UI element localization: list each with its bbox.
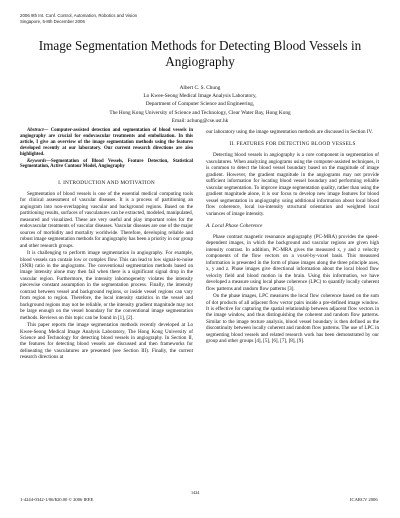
page-number: 1424 [191, 490, 200, 495]
author-university: The Hong Kong University of Science and Technology, Clear Water Bay, Hong Kong [109, 109, 291, 116]
keywords-text: —Segmentation of Blood Vessels, Feature Detection, Statistical Segmentation, Active Contour Model, Angiography [20, 158, 193, 170]
section-1 [20, 180, 193, 361]
author-block [40, 84, 360, 125]
right-paragraph-continued: our laboratory using the image segmentation methods are discussed in Section IV. [206, 129, 373, 135]
section-1-paragraph-1: Segmentation of blood vessels is one of the essential medical computing tools for clinical assessment of vascular diseases. It is a process of partitioning an angiogram into non-overlapping vascular and background regions. Based on the partitioning results, surfaces of vasculatures can be extracted, modeled, manipulated, measured and visualized. These are very useful and play important roles for the endovascular treatments of vascular diseases. Vascular diseases are one of the major sources of morbidity and mortality worldwide. Therefore, developing reliable and robust image segmentation methods for angiography has been a priority in our group and other research groups. [20, 191, 193, 249]
subsection-a-paragraph-1: Phase contrast magnetic resonance angiography (PC-MRA) provides the speed-dependent images, in which the background and vascular regions are given high intensity contrast. In addition, PC-MRA gives the measured x, y and z velocity components of the flow vectors on a voxel-by-voxel basis. This measured information is presented in the form of phase images along the three principle axes, x, y and z. Phase images give directional information about the local blood flow velocity field and blood motion in the brain. Using this information, we have developed a measure using local phase coherence (LPC) to quantify locally coherent flow patterns and random flow patterns [3]. [206, 233, 379, 292]
paper-title: Image Segmentation Methods for Detecting Blood Vessels in Angiography [38, 38, 362, 69]
keywords-label: Keywords [27, 158, 47, 164]
subsection-a-paragraph-2: On the phase images, LPC measures the local flow coherence based on the sum of dot products of all adjacent flow vector pairs inside a pre-defined image window. It is effective for capturing the spatial relationship between adjacent flow vectors in the image window, and thus distinguishing the coherent and random flow patterns. Similar to the image texture analysis, blood vessel boundary is then defined as the discontinuity between locally coherent and random flow patterns. The use of LPC in segmenting blood vessels and related research work has been demonstrated by our group and other groups [4], [5], [6], [7], [8], [9]. [206, 293, 379, 345]
section-1-heading: I. INTRODUCTION AND MOTIVATION [58, 180, 155, 186]
subsection-a-heading: A. Local Phase Coherence [206, 222, 263, 229]
author-email: Email: achung@cse.ust.hk [171, 117, 229, 124]
section-1-paragraph-3: This paper reports the image segmentation methods recently developed at Lo Kwee-Seong Medical Image Analysis Laboratory, The Hong Kong University of Science and Technology for detecting blood vessels in angiography. In Section II, the features for detecting blood vessels are discussed and then frameworks for delineating the vasculatures are presented (see Section III). Finally, the current research directions at [20, 322, 193, 361]
right-column [206, 129, 379, 345]
author-department: Department of Computer Science and Engineering, [145, 101, 255, 108]
section-2-paragraph-1: Detecting blood vessels in angiography is a core component in segmentation of vasculatures. When analyzing angiograms using the computer-assisted techniques, it is common to detect the blood vessel boundary based on the magnitude of image gradient. However, the gradient magnitude in the angiograms may not provide sufficient information for locating blood vessel boundary and performing reliable vascular segmentation. To improve image segmentation quality, rather than using the gradient magnitude alone, it is our focus to develop new image features for blood vessel segmentation in angiography using additional information about local blood flow coherence, local iso-intensity structural orientation and weighted local variances of image intensity. [206, 152, 379, 217]
venue-header [20, 13, 137, 25]
footer-copyright: 1-4244-0342-1/06/$20.00 © 2006 IEEE [20, 497, 94, 502]
author-lab: Lo Kwee-Seong Medical Image Analysis Laboratory, [143, 93, 257, 100]
abstract-label: Abstract [27, 128, 44, 133]
author-name: Albert C. S. Chung [179, 85, 221, 91]
footer-conference: ICARCV 2006 [350, 497, 378, 502]
section-1-paragraph-2: It is challenging to perform image segmentation in angiography. For example, blood vessels can contain low or complex flow. This can lead to low signal-to-noise (SNR) ratio in the angiograms. The conventional segmentation methods based on image intensity alone may then fail when there is a significant signal drop in the vascular region. Furthermore, the intensity inhomogeneity violates the intensity piecewise constant assumption in the segmentation process. Finally, the intensity contrast between vessel and background regions, or inside vessel regions can vary from region to region. Therefore, the local intensity statistics in the vessel and background regions may not be reliable, or the intensity gradient magnitude may not be large enough on the vessel boundary for the conventional image segmentation methods. Reviews on this topic can be found in [1], [2]. [20, 250, 193, 321]
abstract-text: — Computer-assisted detection and segmentation of blood vessels in angiography are crucial for endovascular treatments and embolization. In this article, I give an overview of the image segmentation methods using the features developed recently at our laboratory. Our current research directions are also highlighted. [20, 128, 193, 157]
section-2-heading: II. FEATURES FOR DETECTING BLOOD VESSELS [229, 141, 356, 148]
venue-line-2: Singapore, 5-8th December 2006 [20, 19, 85, 24]
abstract-block [20, 128, 193, 170]
venue-line-1: 2006 9th Int. Conf. Control, Automation, Robotics and Vision [20, 13, 138, 18]
